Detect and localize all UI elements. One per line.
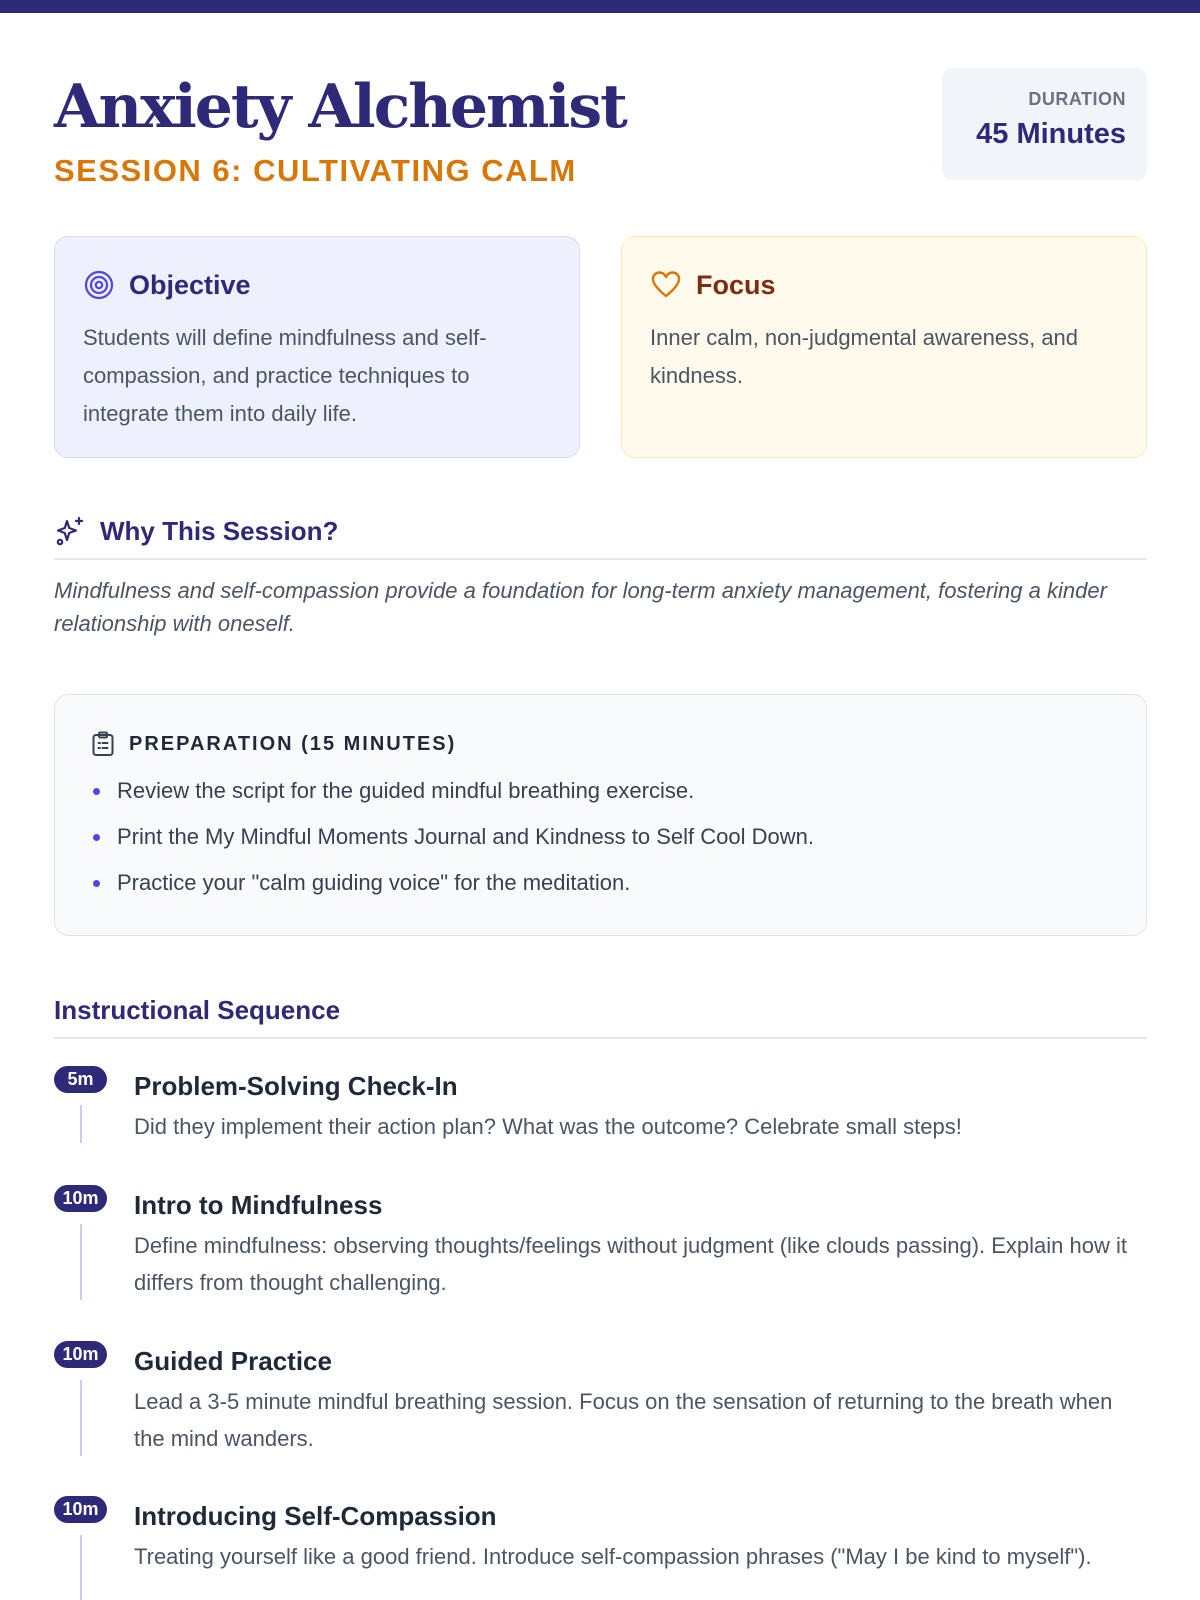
sparkles-icon <box>54 515 86 547</box>
timeline-rail <box>80 1535 82 1600</box>
step-title: Guided Practice <box>134 1346 332 1376</box>
target-icon <box>83 269 115 301</box>
list-item <box>91 777 1110 823</box>
duration-box <box>942 68 1147 180</box>
bullet-icon <box>93 788 100 795</box>
focus-title: Focus <box>696 269 776 300</box>
preparation-list <box>91 777 1110 915</box>
step-title: Problem-Solving Check-In <box>134 1071 458 1101</box>
bullet-icon <box>93 880 100 887</box>
step-description: Treating yourself like a good friend. Introduce self-compassion phrases ("May I be kind to myself"). <box>134 1544 1092 1569</box>
timeline-rail <box>80 1224 82 1300</box>
objective-text: Students will define mindfulness and self-compassion, and practice techniques to integrate them into daily life. <box>83 325 487 426</box>
why-title: Why This Session? <box>100 516 339 546</box>
bullet-icon <box>93 834 100 841</box>
time-badge: 10m <box>54 1496 107 1523</box>
step-description: Define mindfulness: observing thoughts/feelings without judgment (like clouds passing). Explain how it differs from thought challenging. <box>134 1233 1127 1295</box>
preparation-box <box>54 694 1147 936</box>
focus-text: Inner calm, non-judgmental awareness, and kindness. <box>650 325 1079 388</box>
step-description: Lead a 3-5 minute mindful breathing session. Focus on the sensation of returning to the breath when the mind wanders. <box>134 1389 1113 1451</box>
duration-value: 45 Minutes <box>976 118 1126 150</box>
timeline-rail <box>80 1380 82 1456</box>
time-badge: 10m <box>54 1341 107 1368</box>
objective-title: Objective <box>129 269 251 300</box>
page-title: Anxiety Alchemist <box>54 72 626 142</box>
list-item-text: Print the My Mindful Moments Journal and Kindness to Self Cool Down. <box>117 824 814 849</box>
sequence-title: Instructional Sequence <box>54 993 1147 1039</box>
why-text: Mindfulness and self-compassion provide a foundation for long-term anxiety management, fostering a kinder relationship with oneself. <box>54 578 1107 636</box>
list-item <box>91 823 1110 869</box>
list-item <box>91 869 1110 915</box>
step-description: Did they implement their action plan? What was the outcome? Celebrate small steps! <box>134 1114 962 1139</box>
focus-card <box>621 236 1147 458</box>
clipboard-icon <box>91 731 115 757</box>
step-title: Intro to Mindfulness <box>134 1190 383 1220</box>
why-section-header <box>54 514 1147 560</box>
top-accent-bar <box>0 0 1200 13</box>
time-badge: 5m <box>54 1066 107 1093</box>
time-badge: 10m <box>54 1185 107 1212</box>
duration-label: DURATION <box>1028 89 1126 109</box>
list-item-text: Review the script for the guided mindful breathing exercise. <box>117 778 695 803</box>
preparation-title: PREPARATION (15 MINUTES) <box>129 732 457 755</box>
step-title: Introducing Self-Compassion <box>134 1501 497 1531</box>
timeline-rail <box>80 1105 82 1143</box>
session-subtitle: SESSION 6: CULTIVATING CALM <box>54 153 577 188</box>
list-item-text: Practice your "calm guiding voice" for the meditation. <box>117 870 631 895</box>
heart-icon <box>650 269 682 301</box>
objective-card <box>54 236 580 458</box>
